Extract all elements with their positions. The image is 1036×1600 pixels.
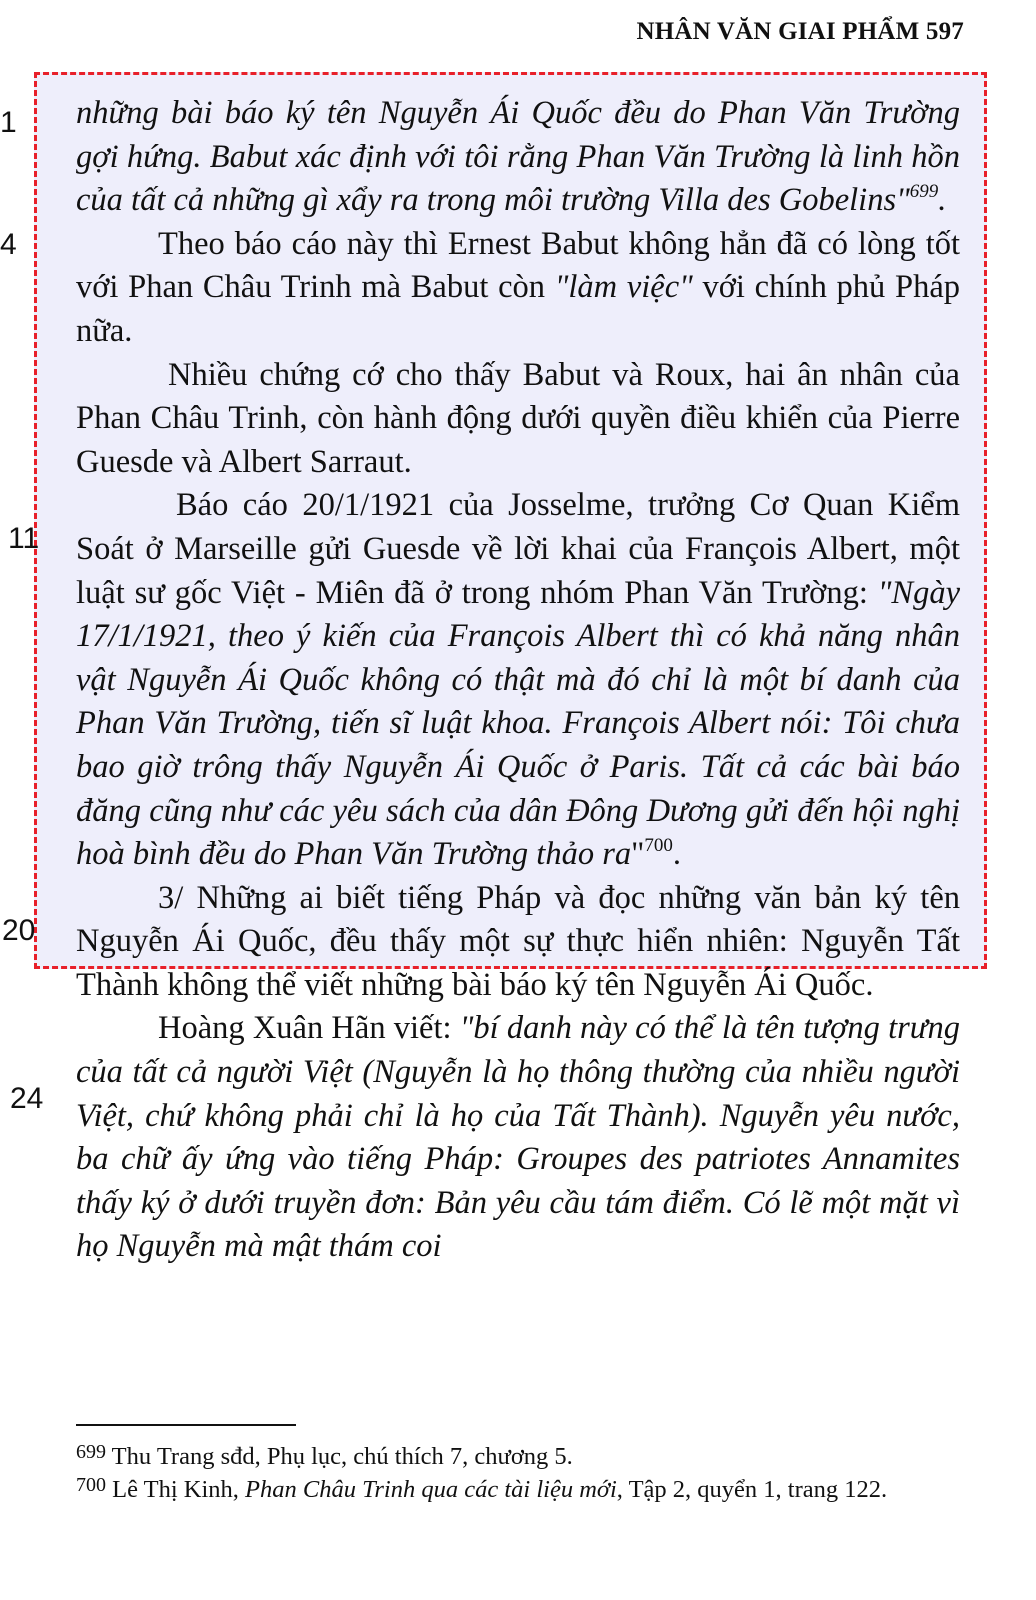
footnote-700: [76, 1473, 960, 1506]
footnote-700-title: Phan Châu Trinh qua các tài liệu mới: [245, 1476, 617, 1503]
paragraph-6-italic: "bí danh này có thể là tên tượng trưng của tất cả người Việt (Nguyễn là họ thông thường của nhiều người Việt, chứ không phải chỉ là họ của Tất Thành). Nguyễn yêu nước, ba chữ ấy ứng vào tiếng Pháp: Groupes des patriotes Annamites thấy ký ở dưới truyền đơn: Bản yêu cầu tám điểm. Có lẽ một mặt vì họ Nguyễn mà mật thám coi: [76, 1010, 960, 1265]
paragraph-1-text: những bài báo ký tên Nguyễn Ái Quốc đều do Phan Văn Trường gợi hứng. Babut xác định với tôi rằng Phan Văn Trường là linh hồn của tất cả những gì xẩy ra trong môi trường Villa des Gobelins": [76, 95, 960, 219]
footnote-700-text-a: Lê Thị Kinh,: [106, 1476, 246, 1503]
footnote-divider: [76, 1424, 296, 1426]
body-text: [76, 92, 960, 1269]
paragraph-2-text-b: với chính phủ Pháp nữa.: [76, 269, 961, 349]
footnote-ref-699: 699: [909, 181, 939, 203]
footnote-699: [76, 1440, 960, 1473]
footnote-700-text-b: , Tập 2, quyển 1, trang 122.: [616, 1476, 888, 1503]
page-header: NHÂN VĂN GIAI PHẨM 597: [636, 18, 964, 45]
paragraph-5: 3/ Những ai biết tiếng Pháp và đọc những văn bản ký tên Nguyễn Ái Quốc, đều thấy một sự thực hiển nhiên: Nguyễn Tất Thành không thể viết những bài báo ký tên Nguyễn Ái Quốc.: [76, 879, 960, 1003]
paragraph-1-end: .: [938, 182, 947, 219]
line-number-4: 4: [0, 228, 17, 261]
paragraph-3: Nhiều chứng cớ cho thấy Babut và Roux, hai ân nhân của Phan Châu Trinh, còn hành động dưới quyền điều khiển của Pierre Guesde và Albert Sarraut.: [76, 356, 960, 480]
paragraph-6-text-a: Hoàng Xuân Hãn viết:: [158, 1010, 460, 1047]
line-number-20: 20: [2, 914, 36, 947]
paragraph-6: [76, 1007, 960, 1269]
paragraph-4-italic: "Ngày 17/1/1921, theo ý kiến của François Albert thì có khả năng nhân vật Nguyễn Ái Quốc không có thật mà đó chỉ là một bí danh của Phan Văn Trường, tiến sĩ luật khoa. François Albert nói: Tôi chưa bao giờ trông thấy Nguyễn Ái Quốc ở Paris. Tất cả các bài báo đăng cũng như các yêu sách của dân Đông Dương gửi đến hội nghị hoà bình đều do Phan Văn Trường thảo ra: [76, 574, 960, 873]
footnotes: [76, 1440, 960, 1506]
footnote-700-number: 700: [76, 1474, 106, 1496]
line-number-1: 1: [0, 106, 17, 139]
line-number-24: 24: [10, 1082, 44, 1115]
paragraph-4: [76, 484, 960, 876]
paragraph-4-text-a: Báo cáo 20/1/1921 của Josselme, trưởng Cơ Quan Kiểm Soát ở Marseille gửi Guesde về lời khai của François Albert, một luật sư gốc Việt - Miên đã ở trong nhóm Phan Văn Trường:: [76, 487, 960, 611]
paragraph-4-end: .: [672, 836, 681, 873]
line-number-11: 11: [8, 522, 40, 555]
paragraph-4-quote: ": [631, 836, 645, 873]
paragraph-1: [76, 92, 960, 223]
paragraph-2: [76, 223, 960, 354]
footnote-699-number: 699: [76, 1441, 106, 1463]
paragraph-2-italic: "làm việc": [554, 269, 693, 306]
footnote-699-text: Thu Trang sđd, Phụ lục, chú thích 7, chương 5.: [106, 1443, 573, 1470]
footnote-ref-700: 700: [644, 835, 673, 857]
paragraph-2-text-a: Theo báo cáo này thì Ernest Babut không hẳn đã có lòng tốt với Phan Châu Trinh mà Babut còn: [76, 225, 960, 306]
